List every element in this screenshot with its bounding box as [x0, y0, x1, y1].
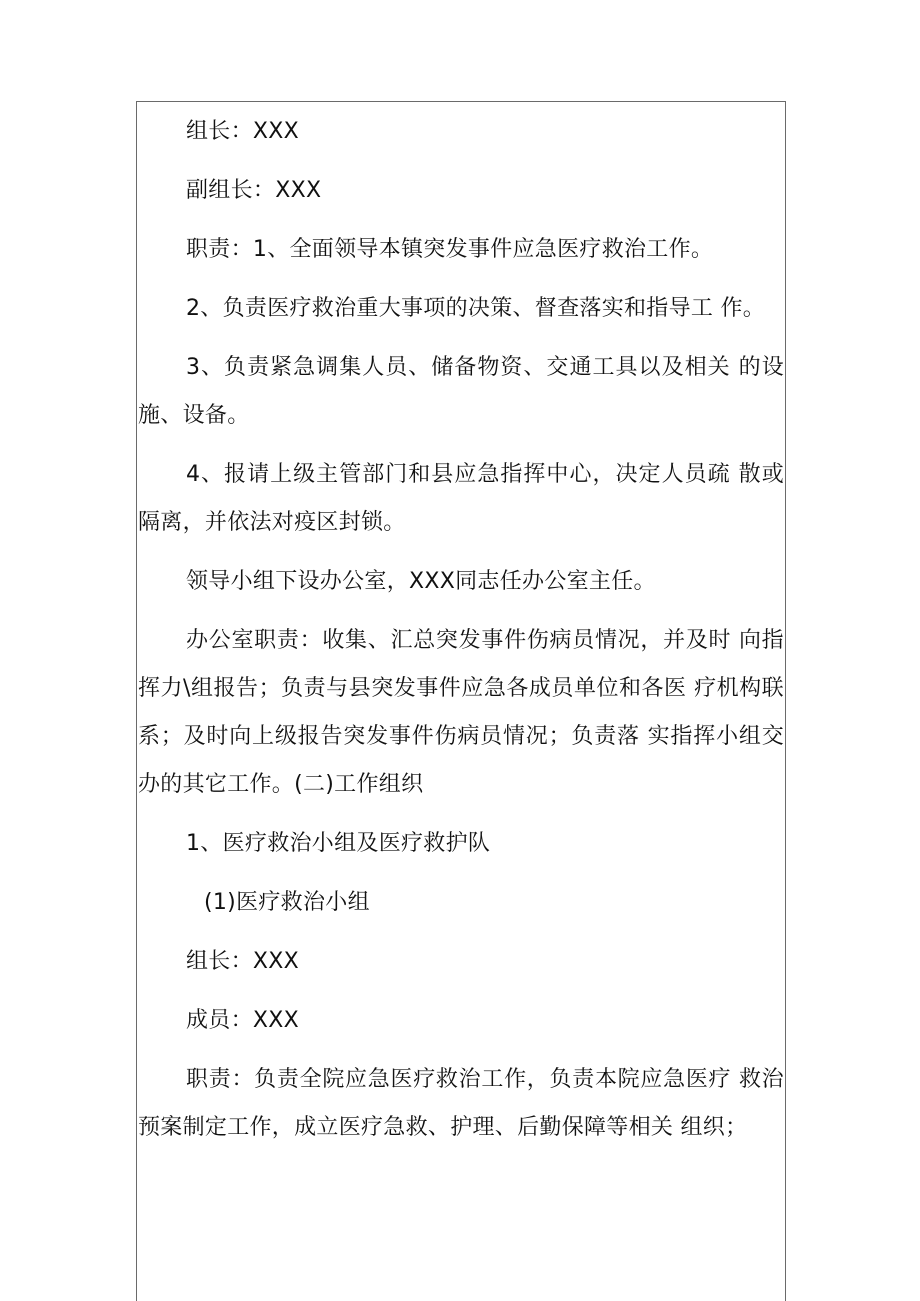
- paragraph-group-leader: 组长：XXX: [186, 119, 300, 144]
- document-body: [138, 108, 784, 1163]
- paragraph-team-leader: 组长：XXX: [186, 949, 300, 974]
- paragraph-team-duties: 职责：负责全院应急医疗救治工作，负责本院应急医疗 救治预案制定工作，成立医疗急救、护理、后勤保障等相关 组织；: [138, 1067, 784, 1140]
- paragraph-duty-4: 4、报请上级主管部门和县应急指挥中心，决定人员疏 散或隔离，并依法对疫区封锁。: [138, 462, 784, 535]
- paragraph-duty-2: 2、负责医疗救治重大事项的决策、督查落实和指导工 作。: [186, 296, 766, 321]
- paragraph-duty-1: 职责：1、全面领导本镇突发事件应急医疗救治工作。: [186, 237, 714, 262]
- paragraph-section-heading: 1、医疗救治小组及医疗救护队: [186, 831, 491, 856]
- paragraph-office-setup: 领导小组下设办公室，XXX同志任办公室主任。: [186, 569, 656, 594]
- paragraph-subsection-heading: (1)医疗救治小组: [204, 890, 370, 915]
- paragraph-deputy-leader: 副组长：XXX: [186, 178, 322, 203]
- paragraph-duty-3: 3、负责紧急调集人员、储备物资、交通工具以及相关 的设施、设备。: [138, 355, 784, 428]
- paragraph-office-duties: 办公室职责：收集、汇总突发事件伤病员情况，并及时 向指挥力\组报告；负责与县突发事件应急各成员单位和各医 疗机构联系；及时向上级报告突发事件伤病员情况；负责落 实指挥小组交办的其它工作。(二)工作组织: [138, 628, 784, 797]
- paragraph-team-members: 成员：XXX: [186, 1008, 300, 1033]
